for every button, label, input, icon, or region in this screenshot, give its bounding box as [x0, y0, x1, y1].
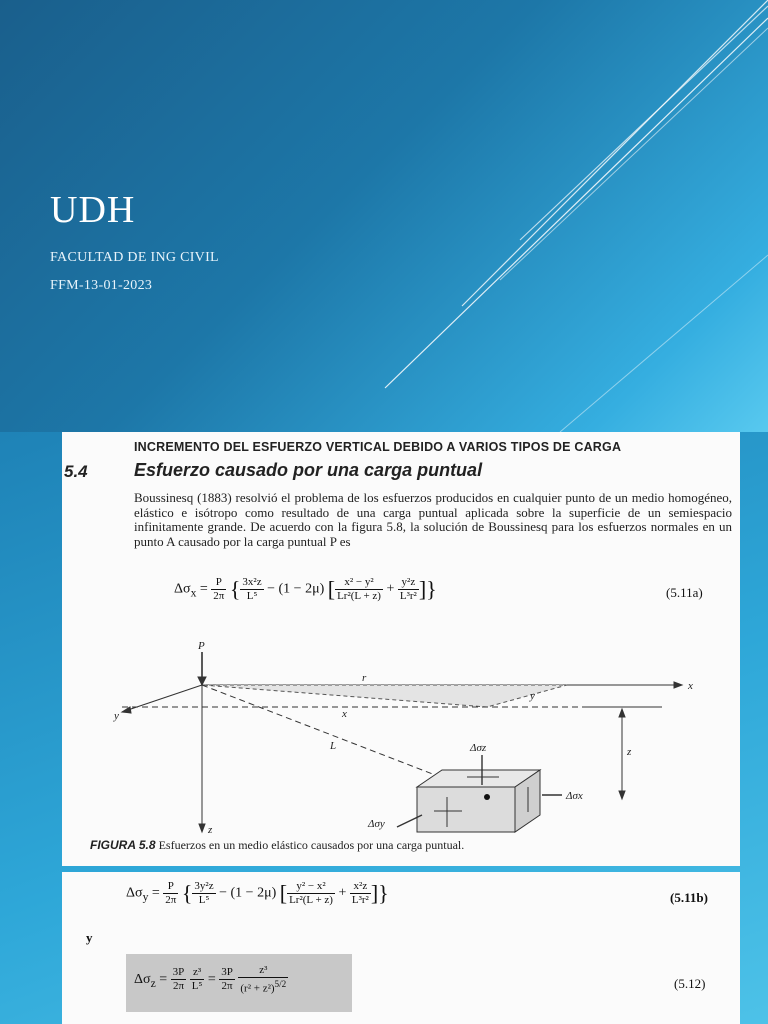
label-sigma-z: Δσz: [470, 742, 487, 754]
figure-5-8-diagram: [62, 637, 740, 837]
label-z-axis: z: [208, 824, 213, 836]
section-number: 5.4: [64, 462, 88, 481]
equation-number-5-11b: (5.11b): [670, 890, 708, 905]
label-x: x: [342, 708, 347, 720]
textbook-page-image-2: [62, 872, 740, 1024]
slide-subtitle-date: FFM-13-01-2023: [50, 278, 153, 293]
label-P: P: [198, 640, 205, 652]
connector-word: y: [86, 930, 93, 945]
label-sigma-x: Δσx: [566, 790, 583, 802]
textbook-page-image-1: [62, 432, 740, 866]
label-r: r: [362, 672, 367, 684]
equation-5-12: $\Delta\sigma_z$ = $\frac{3P}{2\pi}$ $\frac{\text{z³}}{\text{L⁵}}$ = $\frac{3P}{2\pi}$ $\frac{\text{z³}}{(r^2 + z^2)^{5/2}}$: [134, 964, 287, 995]
label-L: L: [330, 740, 337, 752]
label-y-axis: y: [114, 710, 119, 722]
slide-title: UDH: [50, 189, 136, 231]
equation-5-11a: $\Delta\sigma_x$ = $\frac{P}{2\pi}$ { $\frac{\text{3x²z}}{\text{L⁵}}$ − (1 − 2μ) [ $\frac{\text{x² − y²}}{\text{Lr²(L + z)}}$ + $\frac{\text{y²z}}{\text{L³r²}}$ ]}: [174, 576, 437, 602]
caption-label: FIGURA 5.8: [90, 838, 156, 852]
section-title: Esfuerzo causado por una carga puntual: [134, 460, 483, 480]
label-x-axis: x: [688, 680, 693, 692]
paragraph: Boussinesq (1883) resolvió el problema de los esfuerzos producidos en cualquier punto de un medio homogéneo, elástico e isótropo como resultado de una carga puntual aplicada sobre la superficie de un semiespacio infinitamente grande. De acuerdo con la figura 5.8, la solución de Boussinesq para los esfuerzos normales en un punto A causado por la carga puntual P es: [134, 490, 732, 549]
equation-5-11b: $\Delta\sigma_y$ = $\frac{P}{2\pi}$ { $\frac{\text{3y²z}}{\text{L⁵}}$ − (1 − 2μ) [ $\frac{\text{y² − x²}}{\text{Lr²(L + z)}}$ + $\frac{\text{x²z}}{\text{L³r²}}$ ]}: [126, 880, 389, 906]
equation-number-5-12: (5.12): [674, 976, 706, 991]
figure-caption: [90, 838, 464, 853]
caption-text: Esfuerzos en un medio elástico causados por una carga puntual.: [158, 838, 465, 852]
page-header: INCREMENTO DEL ESFUERZO VERTICAL DEBIDO A VARIOS TIPOS DE CARGA: [134, 440, 622, 454]
label-z: z: [627, 746, 632, 758]
slide-subtitle-faculty: FACULTAD DE ING CIVIL: [50, 250, 219, 265]
label-y: y: [530, 690, 535, 702]
label-sigma-y: Δσy: [368, 818, 385, 830]
equation-number-5-11a: (5.11a): [666, 585, 703, 600]
